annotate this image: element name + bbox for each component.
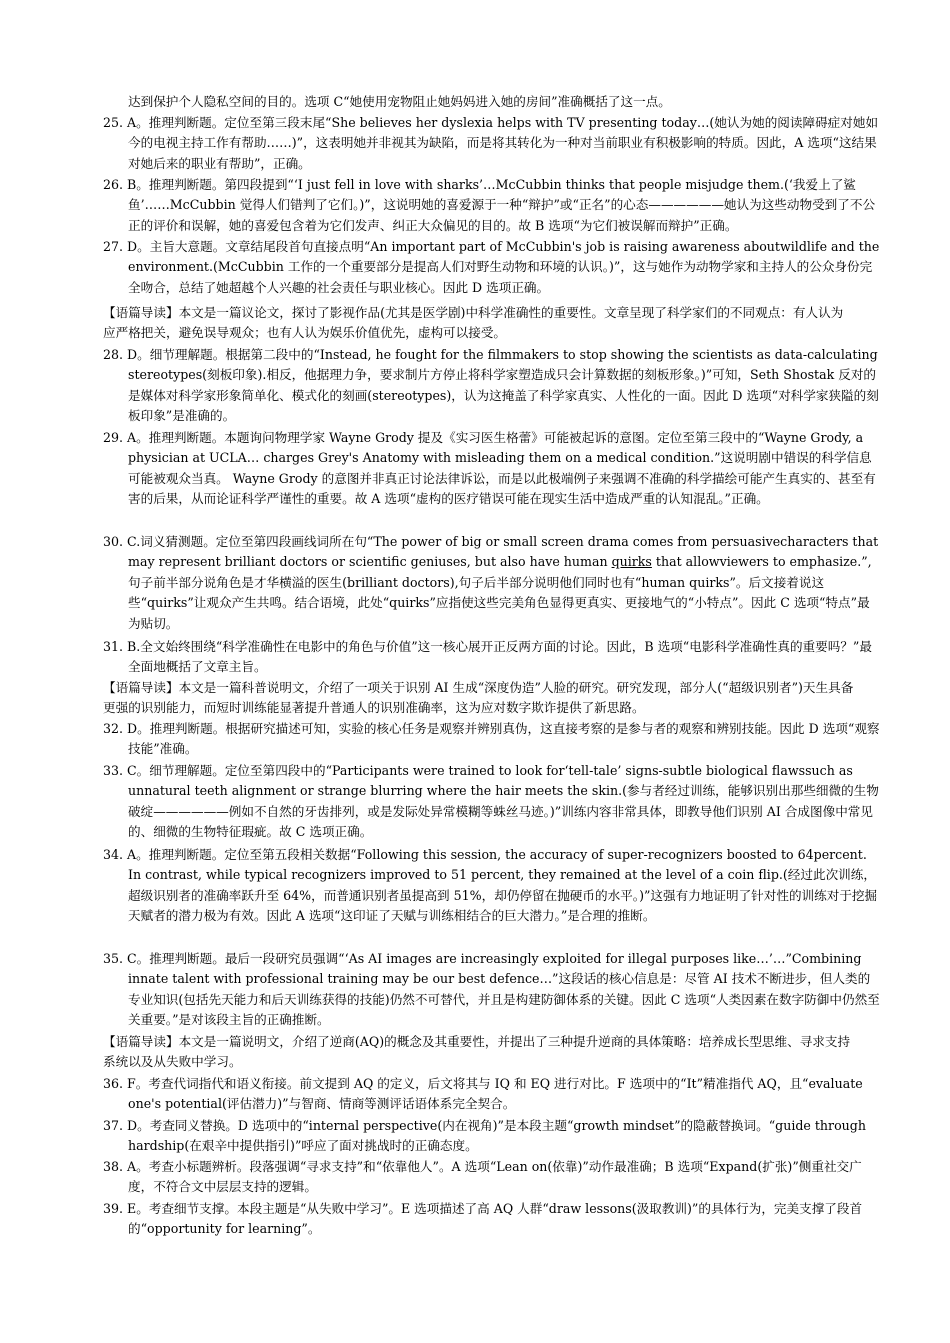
reading-guide-passage-d: 【语篇导读】本文是一篇科普说明文，介绍了一项关于识别 AI 生成“深度伪造”人脸的研究。研究发现，部分人(“超级识别者”)天生具备更强的识别能力，而短时训练能显著提升普通人的识别准确率，这为应对数字欺诈提供了新思路。 [103, 680, 854, 716]
answer-30-post: that allowviewers to emphasize.”,句子前半部分说角色是才华横溢的医生(brilliant doctors),句子后半部分说明他们同时也有“human quirks”。后文接着说这些“quirks”让观众产生共鸣。结合语境，此处“quirks”应指使这些完美角色显得更真实、更接地气的“小特点”。因此 C 选项“特点”最为贴切。 [128, 554, 872, 631]
answer-28: 28. D。细节理解题。根据第二段中的“Instead, he fought for the filmmakers to stop showing the scientists as data-calculating stereotypes(刻板印象).相反，他据理力争，要求制片方停止将科学家塑造成只会计算数据的刻板形象。)”可知，Seth Shostak 反对的是媒体对科学家形象简单化、模式化的刻画(stereotypes)，认为这掩盖了科学家真实、人性化的一面。因此 D 选项“对科学家狭隘的刻板印象”是准确的。 [103, 347, 879, 424]
answer-34: 34. A。推理判断题。定位至第五段相关数据“Following this session, the accuracy of super-recognizers boosted to 64percent. In contrast, while typical recognizers improved to 51 percent, they remained at the level of a coin flip.(经过此次训练，超级识别者的准确率跃升至 64%，而普通识别者虽提高到 51%，却仍停留在抛硬币的水平。)”这强有力地证明了针对性的训练对于挖掘天赋者的潜力极为有效。因此 A 选项“这印证了天赋与训练相结合的巨大潜力。”是合理的推断。 [103, 847, 878, 924]
answer-33: 33. C。细节理解题。定位至第四段中的“Participants were trained to look for‘tell-tale’ signs-subtle biological flawssuch as unnatural teeth alignment or strange blurring where the hair meets the skin.(参与者经过训练，能够识别出那些细微的生物破绽——————例如不自然的牙齿排列，或是发际处异常模糊等蛛丝马迹。)”训练内容非常具体，即教导他们识别 AI 合成图像中常见的、细微的生物特征瑕疵。故 C 选项正确。 [103, 763, 879, 840]
answer-39: 39. E。考查细节支撑。本段主题是“从失败中学习”。E 选项描述了高 AQ 人群“draw lessons(汲取教训)”的具体行为，完美支撑了段首的“opportunity for learning”。 [103, 1201, 863, 1237]
answer-29: 29. A。推理判断题。本题询问物理学家 Wayne Grody 提及《实习医生格蕾》可能被起诉的意图。定位至第三段中的“Wayne Grody, a physician at UCLA… charges Grey's Anatomy with misleading them on a medical condition.”这说明剧中错误的科学信息可能被观众当真。 Wayne Grody 的意图并非真正讨论法律诉讼，而是以此极端例子来强调不准确的科学描绘可能产生真实的、甚至有害的后果，从而论证科学严谨性的重要。故 A 选项“虚构的医疗错误可能在现实生活中造成严重的认知混乱。”正确。 [103, 430, 876, 507]
answer-37: 37. D。考查同义替换。D 选项中的“internal perspective(内在视角)”是本段主题“growth mindset”的隐蔽替换词。“guide through hardship(在艰辛中提供指引)”呼应了面对挑战时的正确态度。 [103, 1118, 866, 1154]
reading-guide-seven-choose-five: 【语篇导读】本文是一篇说明文，介绍了逆商(AQ)的概念及其重要性，并提出了三种提升逆商的具体策略：培养成长型思维、寻求支持系统以及从失败中学习。 [103, 1034, 851, 1070]
reading-guide-passage-c: 【语篇导读】本文是一篇议论文，探讨了影视作品(尤其是医学剧)中科学准确性的重要性。文章呈现了科学家们的不同观点：有人认为应严格把关，避免误导观众；也有人认为娱乐价值优先，虚构可以接受。 [103, 305, 844, 341]
answer-30-pre: 30. C.词义猜测题。定位至第四段画线词所在句“The power of big or small screen drama comes from persuasivecharacters that may represent brilliant doctors or scientific geniuses, but also have human [103, 534, 879, 570]
answer-26: 26. B。推理判断题。第四段提到“‘I just fell in love with sharks’…McCubbin thinks that people misjudge them.(‘我爱上了鲨鱼’……McCubbin 觉得人们错判了它们。)”，这说明她的喜爱源于一种“辩护”或“正名”的心态——————她认为这些动物受到了不公正的评价和误解，她的喜爱包含着为它们发声、纠正大众偏见的目的。故 B 选项“为它们被误解而辩护”正确。 [103, 177, 876, 233]
underlined-word-quirks: quirks [611, 554, 652, 570]
answer-24-tail: 达到保护个人隐私空间的目的。选项 C“她使用宠物阻止她妈妈进入她的房间”准确概括了这一点。 [128, 94, 671, 109]
answer-27: 27. D。主旨大意题。文章结尾段首句直接点明“An important part of McCubbin's job is raising awareness aboutwildlife and the environment.(McCubbin 工作的一个重要部分是提高人们对野生动物和环境的认识。)”，这与她作为动物学家和主持人的公众身份完全吻合，总结了她超越个人兴趣的社会责任与职业核心。因此 D 选项正确。 [103, 239, 880, 295]
answer-38: 38. A。考查小标题辨析。段落强调“寻求支持”和“依靠他人”。A 选项“Lean on(依靠)”动作最准确；B 选项“Expand(扩张)”侧重社交广度，不符合文中层层支持的逻辑。 [103, 1159, 862, 1195]
answer-32: 32. D。推理判断题。根据研究描述可知，实验的核心任务是观察并辨别真伪，这直接考察的是参与者的观察和辨别技能。因此 D 选项“观察技能”准确。 [103, 721, 880, 757]
answer-30 [103, 532, 880, 634]
answer-31: 31. B.全文始终围绕“科学准确性在电影中的角色与价值”这一核心展开正反两方面的讨论。因此，B 选项“电影科学准确性真的重要吗？”最全面地概括了文章主旨。 [103, 639, 872, 675]
answer-25: 25. A。推理判断题。定位至第三段末尾“She believes her dyslexia helps with TV presenting today…(她认为她的阅读障碍症对她如今的电视主持工作有帮助……)”，这表明她并非视其为缺陷，而是将其转化为一种对当前职业有积极影响的特质。因此，A 选项“这结果对她后来的职业有帮助”，正确。 [103, 115, 879, 171]
answer-36: 36. F。考查代词指代和语义衔接。前文提到 AQ 的定义，后文将其与 IQ 和 EQ 进行对比。F 选项中的“It”精准指代 AQ，且“evaluate one's potential(评估潜力)”与智商、情商等测评话语体系完全契合。 [103, 1076, 863, 1112]
answer-35: 35. C。推理判断题。最后一段研究员强调“‘As AI images are increasingly exploited for illegal purposes like…’…”Combining innate talent with professional training may be our best defence…”这段话的核心信息是：尽管 AI 技术不断进步，但人类的专业知识(包括先天能力和后天训练获得的技能)仍然不可替代，并且是构建防御体系的关键。因此 C 选项“人类因素在数字防御中仍然至关重要。”是对该段主旨的正确推断。 [103, 951, 880, 1028]
